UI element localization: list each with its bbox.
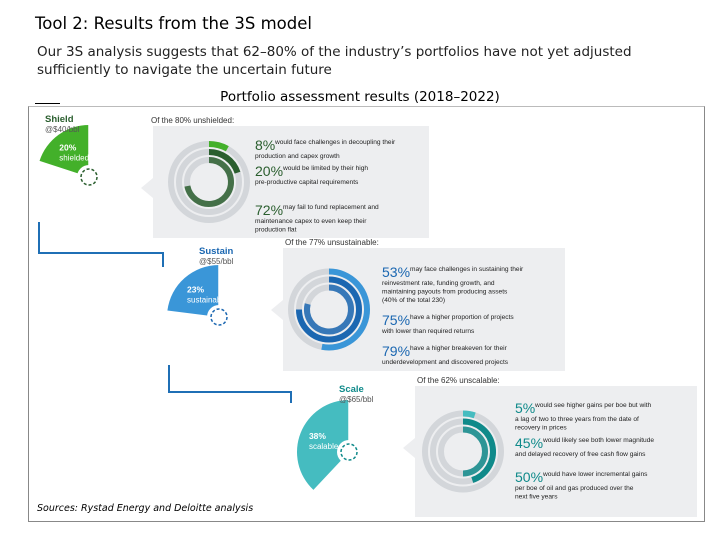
panel-pointer-shield	[141, 178, 153, 198]
finding-text-shield-3-line-2: production flat	[255, 226, 297, 234]
finding-ring-scale-1	[463, 414, 475, 416]
pie-pct-shield-minor: 20%	[59, 142, 77, 153]
sources-note: Sources: Rystad Energy and Deloitte analysis	[37, 503, 254, 514]
finding-pct-scale-1: 5%	[515, 400, 536, 416]
finding-pct-shield-2: 20%	[255, 163, 284, 179]
stage-price-shield: @$40/bbl	[45, 125, 80, 134]
finding-text-sustain-1-line-1: reinvestment rate, funding growth, and	[382, 280, 495, 287]
panel-title-shield: Of the 80% unshielded:	[151, 116, 235, 125]
pie-pct-scale-major: 62%	[340, 472, 358, 482]
finding-text-shield-1-line-1: production and capex growth	[255, 153, 340, 160]
stage-name-sustain: Sustain	[199, 246, 234, 257]
panel-pointer-scale	[403, 438, 415, 458]
finding-pct-sustain-2: 75%	[382, 312, 411, 328]
finding-text-sustain-1-line-2: maintaining payouts from producing assets	[382, 288, 508, 296]
pie-label-scale-minor: scalable	[308, 441, 339, 451]
finding-text-sustain-3-line-1: underdevelopment and discovered projects	[382, 359, 509, 366]
finding-pct-scale-3: 50%	[515, 469, 544, 485]
finding-text-sustain-2-line-1: with lower than required returns	[382, 328, 475, 335]
finding-lead-scale-1: would see higher gains per boe but with	[535, 402, 652, 409]
pie-label-shield-major: unshielded	[69, 208, 109, 217]
finding-lead-scale-2: would likely see both lower magnitude	[543, 437, 655, 444]
stage-price-sustain: @$55/bbl	[199, 257, 234, 266]
finding-pct-shield-3: 72%	[255, 202, 284, 218]
pie-label-sustain-minor: sustainable	[187, 295, 228, 305]
stage-name-scale: Scale	[339, 384, 364, 395]
finding-text-sustain-1-line-3: (40% of the total 230)	[382, 297, 446, 304]
pie-pct-sustain-minor: 23%	[187, 284, 205, 295]
pie-pct-shield-major: 80%	[80, 197, 98, 207]
finding-text-shield-2-line-1: pre-productive capital requirements	[255, 179, 359, 186]
pie-label-sustain-major: unsustainable	[194, 348, 244, 357]
title-underline	[35, 103, 60, 104]
panel-title-sustain: Of the 77% unsustainable:	[285, 238, 379, 247]
finding-pct-sustain-1: 53%	[382, 264, 411, 280]
pie-pct-sustain-major: 77%	[210, 337, 228, 347]
page-subtitle: Our 3S analysis suggests that 62–80% of the industry’s portfolios have not yet adjusted sufficiently to navigate the uncertain future	[37, 44, 632, 78]
chart-title: Portfolio assessment results (2018–2022)	[220, 89, 500, 105]
infographic-frame	[28, 106, 705, 522]
finding-pct-shield-1: 8%	[255, 137, 276, 153]
finding-text-scale-3-line-1: per boe of oil and gas produced over the	[515, 485, 634, 492]
finding-lead-shield-3: may fail to fund replacement and	[283, 204, 379, 211]
finding-text-scale-3-line-2: next five years	[515, 493, 558, 501]
page-title: Tool 2: Results from the 3S model	[35, 14, 312, 33]
finding-pct-scale-2: 45%	[515, 435, 544, 451]
finding-lead-sustain-2: have a higher proportion of projects	[410, 314, 514, 321]
finding-lead-sustain-1: may face challenges in sustaining their	[410, 266, 524, 273]
pie-label-scale-major: unscalable	[329, 483, 369, 492]
infographic-svg	[29, 107, 704, 521]
panel-pointer-sustain	[271, 300, 283, 320]
finding-text-shield-3-line-1: maintenance capex to even keep their	[255, 218, 367, 225]
panel-title-scale: Of the 62% unscalable:	[417, 376, 500, 385]
connector-sustain-scale	[169, 365, 291, 403]
finding-lead-shield-2: would be limited by their high	[283, 165, 369, 172]
connector-shield-sustain	[39, 222, 163, 267]
finding-text-scale-1-line-2: recovery in prices	[515, 424, 567, 432]
pie-pct-scale-minor: 38%	[308, 430, 326, 441]
finding-lead-shield-1: would face challenges in decoupling their	[275, 139, 396, 146]
finding-lead-sustain-3: have a higher breakeven for their	[410, 345, 507, 352]
finding-text-scale-2-line-1: and delayed recovery of free cash flow gains	[515, 451, 646, 458]
finding-pct-sustain-3: 79%	[382, 343, 411, 359]
pie-label-shield-minor: shielded	[59, 153, 90, 163]
stage-name-shield: Shield	[45, 114, 74, 125]
finding-text-scale-1-line-1: a lag of two to three years from the date of	[515, 416, 639, 423]
stage-price-scale: @$65/bbl	[339, 395, 374, 404]
finding-lead-scale-3: would have lower incremental gains	[543, 471, 648, 478]
